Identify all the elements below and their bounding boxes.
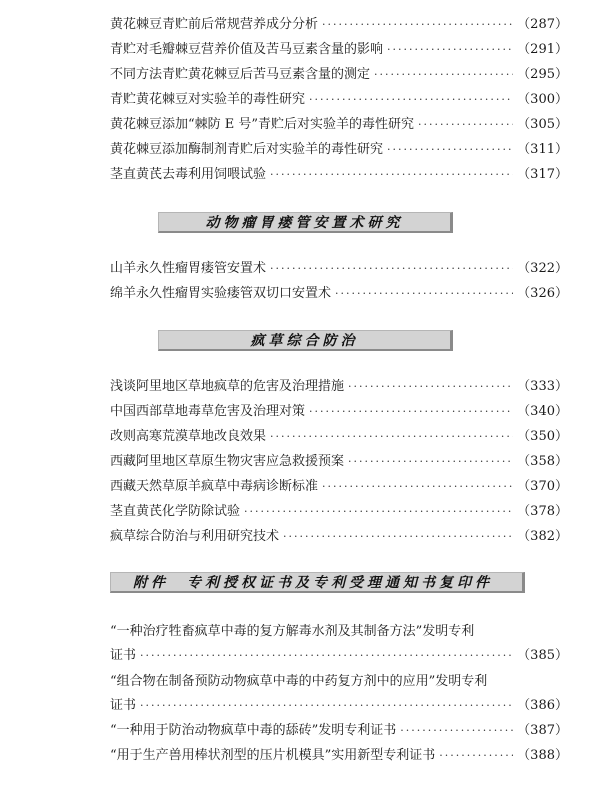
dot-leader: [348, 452, 513, 472]
entry-title: 青贮黄花棘豆对实验羊的毒性研究: [110, 92, 306, 107]
entry-title: 疯草综合防治与利用研究技术: [110, 529, 280, 544]
toc-entry: [110, 65, 568, 85]
entry-title: 茎直黄芪化学防除试验: [110, 504, 241, 519]
entry-title: 浅谈阿里地区草地疯草的危害及治理措施: [110, 379, 345, 394]
entry-page: （350）: [517, 429, 568, 444]
dot-leader: [309, 402, 513, 422]
toc-entry: [110, 721, 568, 741]
entry-page: （385）: [517, 648, 568, 663]
dot-leader: [335, 284, 513, 304]
entry-page: （340）: [517, 404, 568, 419]
entry-page: （370）: [517, 479, 568, 494]
dot-leader: [374, 65, 513, 85]
dot-leader: [387, 140, 513, 160]
toc-entry: [110, 15, 568, 35]
entry-page: （291）: [517, 42, 568, 57]
entry-page: （317）: [517, 167, 568, 182]
dot-leader: [270, 259, 513, 279]
entry-page: （386）: [517, 698, 568, 713]
entry-page: （333）: [517, 379, 568, 394]
toc-entry: [110, 646, 568, 666]
dot-leader: [309, 90, 513, 110]
toc-entry: [110, 527, 568, 547]
entry-title: 西藏天然草原羊疯草中毒病诊断标准: [110, 479, 319, 494]
toc-entry: [110, 696, 568, 716]
entry-page: （300）: [517, 92, 568, 107]
entry-title: 证书: [110, 698, 137, 713]
toc-entry: [110, 502, 568, 522]
entry-title: 黄花棘豆青贮前后常规营养成分分析: [110, 17, 319, 32]
toc-entry: [110, 259, 568, 279]
toc-entry: [110, 90, 568, 110]
entry-page: （287）: [517, 17, 568, 32]
toc-entry-first-line: “一种治疗牲畜疯草中毒的复方解毒水剂及其制备方法”发明专利: [110, 624, 475, 639]
entry-title: 不同方法青贮黄花棘豆后苦马豆素含量的测定: [110, 67, 371, 82]
entry-title: 中国西部草地毒草危害及治理对策: [110, 404, 306, 419]
toc-entry: [110, 115, 568, 135]
section-heading-text: 疯草综合防治: [250, 333, 359, 349]
dot-leader: [283, 527, 513, 547]
dot-leader: [140, 646, 513, 666]
dot-leader: [387, 40, 513, 60]
toc-entry: [110, 284, 568, 304]
entry-page: （358）: [517, 454, 568, 469]
entry-page: （322）: [517, 261, 568, 276]
entry-title: “一种用于防治动物疯草中毒的舔砖”发明专利证书: [110, 723, 397, 738]
entry-page: （382）: [517, 529, 568, 544]
entry-title: 改则高寒荒漠草地改良效果: [110, 429, 267, 444]
entry-page: （311）: [517, 142, 568, 157]
section-heading: [158, 212, 453, 233]
dot-leader: [270, 427, 513, 447]
toc-entry: [110, 40, 568, 60]
toc-entry: [110, 427, 568, 447]
dot-leader: [348, 377, 513, 397]
entry-page: （326）: [517, 286, 568, 301]
section-heading-text: 附件 专利授权证书及专利受理通知书复印件: [133, 575, 493, 591]
toc-entry: [110, 477, 568, 497]
entry-page: （295）: [517, 67, 568, 82]
dot-leader: [322, 15, 513, 35]
entry-title: 绵羊永久性瘤胃实验瘘管双切口安置术: [110, 286, 332, 301]
section-heading-text: 动物瘤胃瘘管安置术研究: [205, 215, 404, 231]
entry-title: 证书: [110, 648, 137, 663]
dot-leader: [270, 165, 513, 185]
toc-entry: [110, 165, 568, 185]
toc-entry: [110, 746, 568, 766]
entry-title: “用于生产兽用棒状剂型的压片机模具”实用新型专利证书: [110, 748, 436, 763]
entry-page: （388）: [517, 748, 568, 763]
entry-page: （378）: [517, 504, 568, 519]
entry-title: 黄花棘豆添加“棘防 E 号”青贮后对实验羊的毒性研究: [110, 117, 415, 132]
dot-leader: [140, 696, 513, 716]
dot-leader: [244, 502, 513, 522]
entry-title: 茎直黄芪去毒利用饲喂试验: [110, 167, 267, 182]
entry-title: 山羊永久性瘤胃瘘管安置术: [110, 261, 267, 276]
toc-entry: [110, 452, 568, 472]
dot-leader: [322, 477, 513, 497]
toc-entry-first-line: “组合物在制备预防动物疯草中毒的中药复方剂中的应用”发明专利: [110, 674, 488, 689]
entry-title: 黄花棘豆添加酶制剂青贮后对实验羊的毒性研究: [110, 142, 384, 157]
entry-title: 西藏阿里地区草原生物灾害应急救援预案: [110, 454, 345, 469]
section-heading: [110, 572, 525, 593]
toc-entry: [110, 140, 568, 160]
entry-page: （305）: [517, 117, 568, 132]
dot-leader: [418, 115, 513, 135]
entry-title: 青贮对毛瓣棘豆营养价值及苦马豆素含量的影响: [110, 42, 384, 57]
dot-leader: [400, 721, 513, 741]
entry-page: （387）: [517, 723, 568, 738]
dot-leader: [439, 746, 513, 766]
section-heading: [158, 330, 453, 351]
toc-entry: [110, 402, 568, 422]
toc-entry: [110, 377, 568, 397]
